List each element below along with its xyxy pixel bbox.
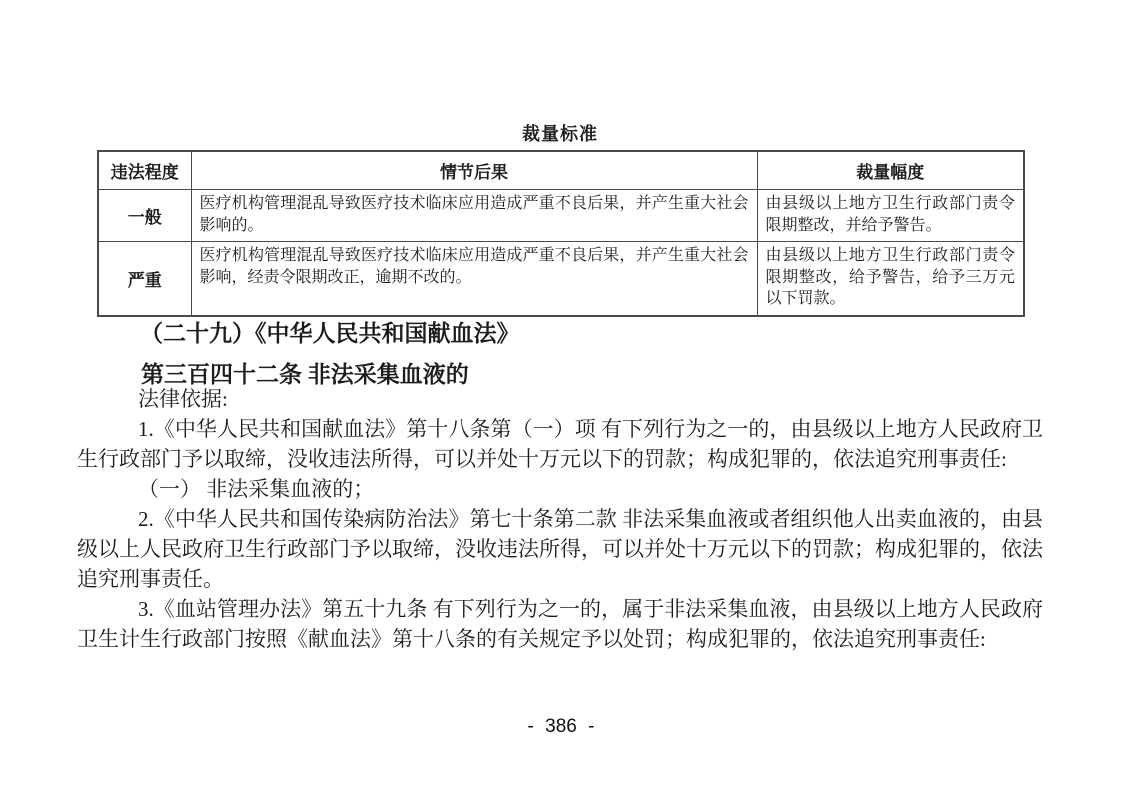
section-heading-blood-donation-law: （二十九）《中华人民共和国献血法》 xyxy=(140,321,520,346)
degree-cell-serious: 严重 xyxy=(98,242,191,316)
table-title: 裁量标准 xyxy=(522,124,598,144)
page-number: - 386 - xyxy=(527,716,595,737)
col-header-discretion-range: 裁量幅度 xyxy=(757,151,1024,190)
degree-cell-general: 一般 xyxy=(98,190,191,242)
paragraph-law-1: 1.《中华人民共和国献血法》第十八条第（一）项 有下列行为之一的，由县级以上地方人民政府卫生行政部门予以取缔，没收违法所得，可以并处十万元以下的罚款；构成犯罪的，依法追究刑事责任: xyxy=(77,417,1043,471)
consequence-cell: 医疗机构管理混乱导致医疗技术临床应用造成严重不良后果，并产生重大社会影响的。 xyxy=(191,190,757,242)
paragraph-law-2: 2.《中华人民共和国传染病防治法》第七十条第二款 非法采集血液或者组织他人出卖血液的，由县级以上人民政府卫生行政部门予以取缔，没收违法所得，可以并处十万元以下的罚款；构成犯罪的，依法追究刑事责任。 xyxy=(77,507,1043,591)
col-header-circumstance-consequence: 情节后果 xyxy=(191,151,757,190)
range-cell: 由县级以上地方卫生行政部门责令限期整改，给予警告，给予三万元以下罚款。 xyxy=(757,242,1024,316)
discretion-standards-table xyxy=(97,150,1025,317)
table-row xyxy=(98,190,1024,242)
legal-basis-section xyxy=(77,384,1043,654)
article-heading-342: 第三百四十二条 非法采集血液的 xyxy=(141,362,469,387)
paragraph-law-3: 3.《血站管理办法》第五十九条 有下列行为之一的，属于非法采集血液，由县级以上地方人民政府卫生计生行政部门按照《献血法》第十八条的有关规定予以处罚；构成犯罪的，依法追究刑事责任: xyxy=(77,597,1043,651)
range-cell: 由县级以上地方卫生行政部门责令限期整改，并给予警告。 xyxy=(757,190,1024,242)
paragraph-item-1: （一） 非法采集血液的； xyxy=(138,477,375,501)
legal-basis-label: 法律依据: xyxy=(138,387,228,411)
table-header-row xyxy=(98,151,1024,190)
col-header-violation-degree: 违法程度 xyxy=(98,151,191,190)
table-row xyxy=(98,242,1024,316)
consequence-cell: 医疗机构管理混乱导致医疗技术临床应用造成严重不良后果，并产生重大社会影响，经责令限期改正，逾期不改的。 xyxy=(191,242,757,316)
